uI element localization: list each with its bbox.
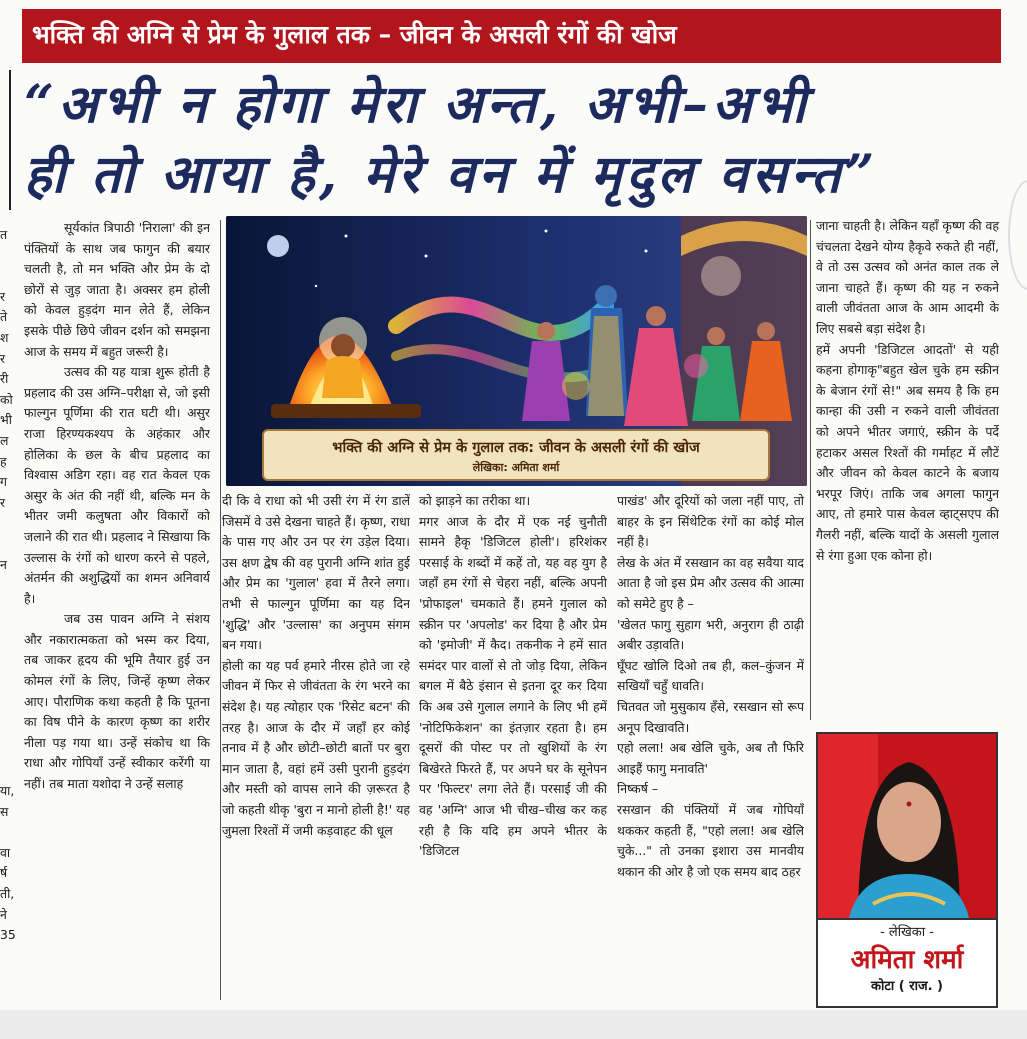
edge-fragment <box>0 760 16 781</box>
edge-fragment: ल <box>0 432 9 448</box>
edge-fragment <box>0 719 16 740</box>
author-portrait-art <box>818 734 998 920</box>
paragraph: दी कि वे राधा को भी उसी रंग में रंग डालें जिसमें वे उसे देखना चाहते हैं। कृष्ण, राधा के पास गए और उन पर रंग उड़ेल दिया। उस क्षण द्वेष की वह पुरानी अग्नि शांत हुई और प्रेम का 'गुलाल' हवा में तैरने लगा। तभी से फाल्गुन पूर्णिमा का यह दिन 'शुद्धि' और 'उल्लास' का अनुपम संगम बन गया। <box>222 493 410 653</box>
paragraph: लेख के अंत में रसखान का वह सवैया याद आता है जो इस प्रेम और उत्सव की आत्मा को समेटे हुए है – <box>617 554 804 611</box>
column-rule <box>810 220 811 720</box>
edge-fragment <box>0 740 16 761</box>
edge-fragment <box>0 596 16 617</box>
author-photo <box>816 732 998 920</box>
edge-fragment: 35 <box>0 927 16 943</box>
edge-fragment: र <box>0 494 6 510</box>
edge-fragment <box>0 946 16 967</box>
paragraph: मगर आज के दौर में एक नई चुनौती सामने हैकृ 'डिजिटल होली'। हरिशंकर परसाई के शब्दों में कहें तो, यह वह युग है जहाँ हम रंगों से चेहरा नहीं, बल्कि अपनी 'प्रोफाइल' चमकाते हैं। हमने गुलाल को स्क्रीन पर 'अपलोड' कर दिया है और प्रेम को 'इमोजी' में कैद। तकनीक ने हमें सात समंदर पार वालों से तो जोड़ दिया, लेकिन बगल में बैठे इंसान से इतना दूर कर दिया कि अब उसे गुलाल लगाने के लिए भी हमें 'नोटिफिकेशन' का इंतज़ार रहता है। हम दूसरों की पोस्ट पर तो खुशियों के रंग बिखेरते फिरते हैं, पर अपने घर के सूनेपन पर 'फिल्टर' लगा लेते हैं। परसाई जी की वह 'अग्नि' आज भी चीख–चीख कर कह रही है कि यदि हम अपने भीतर के 'डिजिटल <box>419 513 607 859</box>
edge-fragment: न <box>0 556 7 572</box>
illustration-caption-scroll <box>262 429 770 481</box>
quote-line-2: ही तो आया है, मेरे वन में मृदुल वसन्त” <box>24 144 879 205</box>
quote-line-1: “अभी न होगा मेरा अन्त, अभी–अभी <box>24 74 810 135</box>
edge-fragment <box>0 534 16 555</box>
edge-fragment: ने <box>0 906 7 922</box>
paragraph: उत्सव की यह यात्रा शुरू होती है प्रहलाद की उस अग्नि–परीक्षा से, जो इसी फाल्गुन पूर्णिमा की रात घटी थी। असुर राजा हिरण्यकश्यप के अहंकार और होलिका के छल के बीच प्रहलाद का विश्वास अडिग रहा। वह रात केवल एक असुर के अंत की नहीं थी, बल्कि मन के भीतर जमी कलुषता और विकारों को जलाने की रात थी। प्रहलाद ने सिखाया कि उल्लास के रंगों को धारण करने से पहले, अंतर्मन की अशुद्धियों का शमन अनिवार्य है। <box>24 364 210 606</box>
bottom-margin <box>0 1010 1027 1039</box>
verse-line: चितवत जो मुसुकाय हँसे, रसखान सो रूप अनूप दिखावति। <box>617 698 804 735</box>
article-column-3 <box>419 491 607 1010</box>
edge-fragment: त <box>0 227 8 242</box>
edge-fragment: को <box>0 391 13 407</box>
paragraph: रसखान की पंक्तियों में जब गोपियाँ थककर कहती हैं, "एहो लला! अब खेलि चुके..." तो उनका इशारा उस मानवीय थकान की ओर है जो एक समय बाद ठहर <box>617 801 804 879</box>
headline-banner <box>22 9 1001 63</box>
edge-fragment: ह <box>0 453 7 469</box>
article-column-5 <box>816 216 999 730</box>
author-byline-box <box>816 920 998 1008</box>
edge-fragment: र <box>0 288 6 304</box>
article-column-2 <box>222 491 410 1010</box>
section-heading: निष्कर्ष – <box>617 781 659 797</box>
edge-fragment <box>0 699 16 720</box>
edge-fragment <box>0 657 16 678</box>
verse-line: एहो लला! अब खेलि चुके, अब तौ फिरि आइहैं फागु मनावति' <box>617 740 804 776</box>
paragraph: जब उस पावन अग्नि ने संशय और नकारात्मकता को भस्म कर दिया, तब जाकर हृदय की भूमि तैयार हुई उन कोमल रंगों के लिए, जिन्हें कृष्ण लेकर आए। पौराणिक कथा कहती है कि पूतना का विष पीने के कारण कृष्ण का शरीर नीला पड़ गया था। उन्हें संकोच था कि राधा और गोपियाँ उन्हें स्वीकार करेंगी या नहीं। तब माता यशोदा ने उन्हें सलाह <box>24 611 210 792</box>
edge-fragment: श <box>0 329 9 345</box>
edge-fragment: ग <box>0 474 7 490</box>
edge-fragment <box>0 266 16 287</box>
edge-fragment: ती, <box>0 886 15 901</box>
edge-fragment: र <box>0 350 6 366</box>
edge-fragment <box>0 246 16 267</box>
edge-fragment <box>0 616 16 637</box>
author-city: कोटा ( राज. ) <box>871 979 943 994</box>
edge-fragment: भी <box>0 412 12 428</box>
edge-fragment: स <box>0 803 9 819</box>
illustration-caption-title: भक्ति की अग्नि से प्रेम के गुलाल तक: जीवन के असली रंगों की खोज <box>332 440 700 456</box>
paragraph: सूर्यकांत त्रिपाठी 'निराला' की इन पंक्तियों के साथ जब फागुन की बयार चलती है, तो मन भक्ति और प्रेम के दो छोरों से जुड़ जाता है। अक्सर हम होली को केवल हुड़दंग मान लेते हैं, लेकिन इसके पीछे छिपे जीवन दर्शन को समझना आज के समय में बहुत जरूरी है। <box>24 220 210 359</box>
verse-line: 'खेलत फागु सुहाग भरी, अनुराग ही ठाढ़ी अबीर उड़ावति। <box>617 616 804 653</box>
illustration-caption-author: लेखिका: अमिता शर्मा <box>472 461 560 474</box>
page-edge-decoration <box>1008 180 1027 290</box>
edge-fragment: र्ष <box>0 865 8 881</box>
paragraph: होली का यह पर्व हमारे नीरस होते जा रहे जीवन में फिर से जीवंतता के रंग भरने का संदेश है। यह त्योहार एक 'रिसेट बटन' की तरह है। आज के दौर में जहाँ हर कोई तनाव में है और छोटी–छोटी बातों पर बुरा मान जाता है, वहां हमें उसी पुरानी हुड़दंग और मस्ती को वापस लाने की ज़रूरत है जो कहती थीकृ 'बुरा न मानो होली है!' यह जुमला रिश्तों में जमी कड़वाहट की धूल <box>222 657 410 838</box>
edge-fragment <box>0 822 16 843</box>
edge-fragment <box>0 513 16 534</box>
article-column-4 <box>617 491 804 1010</box>
illustration <box>226 216 807 486</box>
cropped-neighbor-column <box>0 225 16 985</box>
edge-fragment: वा <box>0 844 11 860</box>
author-name: अमिता शर्मा <box>850 945 964 975</box>
banner-title: भक्ति की अग्नि से प्रेम के गुलाल तक – जीवन के असली रंगों की खोज <box>32 20 677 49</box>
paragraph: पाखंड' और दूरियों को जला नहीं पाए, तो बाहर के इन सिंथेटिक रंगों का कोई मोल नहीं है। <box>617 493 804 550</box>
edge-fragment: या, <box>0 783 15 799</box>
edge-fragment <box>0 575 16 596</box>
paragraph: को झाड़ने का तरीका था। <box>419 493 531 508</box>
edge-fragment <box>0 678 16 699</box>
edge-fragment <box>0 637 16 658</box>
article-column-1 <box>24 218 210 1008</box>
edge-fragment: ते <box>0 309 8 325</box>
edge-fragment: री <box>0 371 9 387</box>
paragraph: हमें अपनी 'डिजिटल आदतों' से यही कहना होगाकृ"बहुत खेल चुके हम स्क्रीन के बेजान रंगों से!" अब समय है कि हम कान्हा की उसी न रुकने वाली जीवंतता को अपने भीतर जगाएं, स्क्रीन के पर्दे हटाकर असल रिश्तों की गर्माहट में लौटें और जीवन को केवल काटने के बजाय भरपूर जिएं। ताकि जब अगला फागुन आए, तो हमारे पास केवल व्हाट्सएप की गैलरी नहीं, बल्कि यादों के असली गुलाल से रंगा हुआ एक कोना हो। <box>816 341 999 563</box>
author-role: - लेखिका - <box>880 925 934 940</box>
edge-divider <box>9 70 11 210</box>
verse-line: घूँघट खोलि दिओ तब ही, कल–कुंजन में सखियाँ चहुँ धावति। <box>617 657 804 694</box>
column-rule <box>220 220 221 1000</box>
paragraph: जाना चाहती है। लेकिन यहाँ कृष्ण की वह चंचलता देखने योग्य हैकृवे रुकते ही नहीं, वे तो उस उत्सव को अनंत काल तक ले जाना चाहते हैं। कृष्ण की यह न रुकने वाली जीवंतता आज के आम आदमी के लिए सबसे बड़ा संदेश है। <box>816 218 999 336</box>
